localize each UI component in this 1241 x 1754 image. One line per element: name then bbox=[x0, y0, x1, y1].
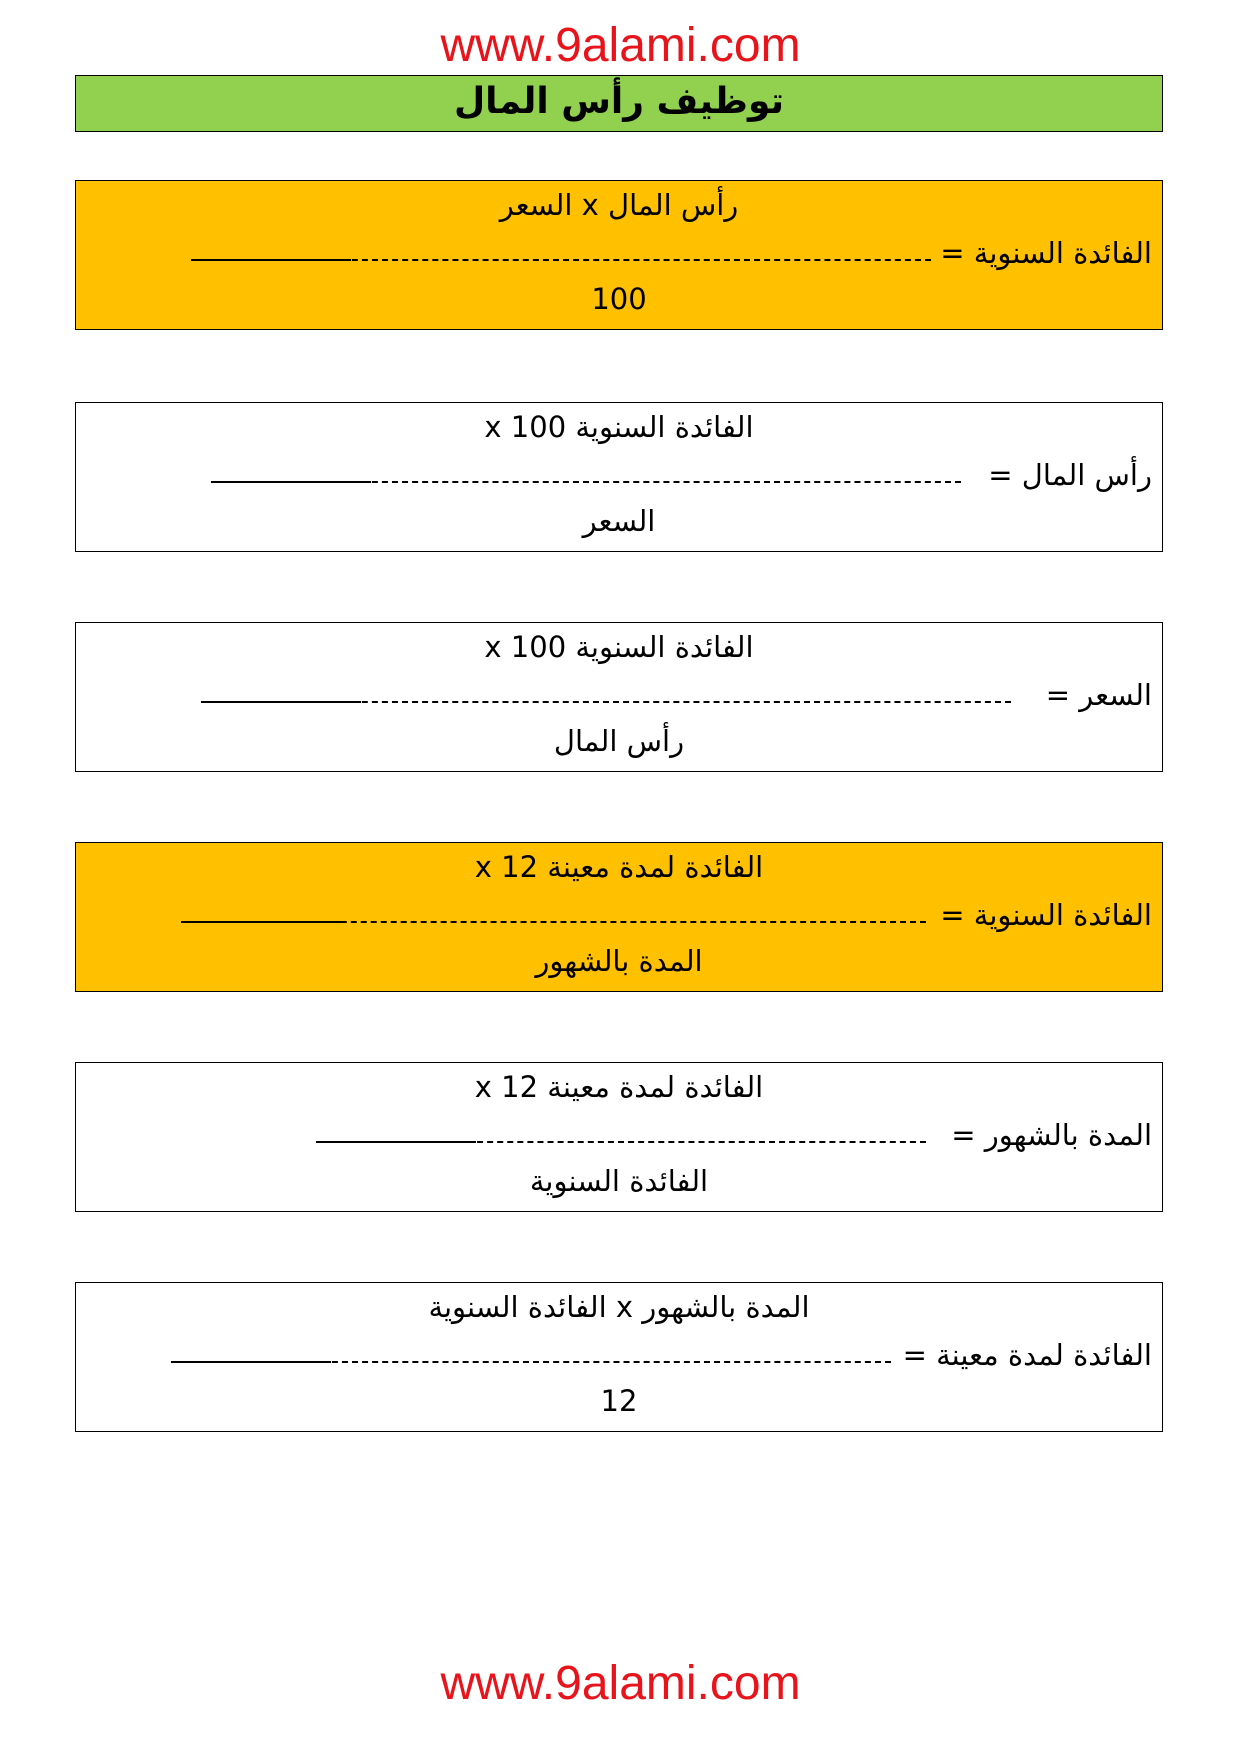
fraction-line bbox=[316, 1141, 926, 1143]
formula-lhs: السعر = bbox=[1045, 678, 1152, 712]
formula-denominator: رأس المال bbox=[553, 724, 685, 758]
formula-lhs: الفائدة لمدة معينة = bbox=[902, 1338, 1152, 1372]
formula-denominator: الفائدة السنوية bbox=[529, 1164, 709, 1198]
formula-lhs: رأس المال = bbox=[988, 458, 1152, 492]
formula-annual-interest-months bbox=[75, 842, 1163, 992]
formula-interest-period bbox=[75, 1282, 1163, 1432]
formula-denominator: 100 bbox=[591, 282, 647, 316]
formula-numerator: الفائدة السنوية x 100 bbox=[484, 410, 754, 444]
fraction-line bbox=[181, 921, 926, 923]
formula-duration-months bbox=[75, 1062, 1163, 1212]
site-url-header[interactable]: www.9alami.com bbox=[440, 19, 801, 72]
formula-lhs: الفائدة السنوية = bbox=[940, 898, 1152, 932]
formula-numerator: الفائدة السنوية x 100 bbox=[484, 630, 754, 664]
fraction-line bbox=[211, 481, 961, 483]
page-title: توظيف رأس المال bbox=[75, 75, 1163, 132]
formula-denominator: السعر bbox=[582, 504, 656, 538]
site-url-footer[interactable]: www.9alami.com bbox=[440, 1657, 801, 1710]
formula-numerator: الفائدة لمدة معينة x 12 bbox=[474, 1070, 764, 1104]
formula-denominator: 12 bbox=[600, 1384, 638, 1418]
formula-lhs: الفائدة السنوية = bbox=[940, 236, 1152, 270]
fraction-line bbox=[191, 259, 931, 261]
formula-rate bbox=[75, 622, 1163, 772]
formula-capital bbox=[75, 402, 1163, 552]
formula-annual-interest bbox=[75, 180, 1163, 330]
formula-numerator: رأس المال x السعر bbox=[499, 188, 739, 222]
formula-denominator: المدة بالشهور bbox=[535, 944, 703, 978]
fraction-line bbox=[171, 1361, 891, 1363]
formula-numerator: المدة بالشهور x الفائدة السنوية bbox=[428, 1290, 810, 1324]
formula-lhs: المدة بالشهور = bbox=[951, 1118, 1152, 1152]
fraction-line bbox=[201, 701, 1011, 703]
formula-numerator: الفائدة لمدة معينة x 12 bbox=[474, 850, 764, 884]
